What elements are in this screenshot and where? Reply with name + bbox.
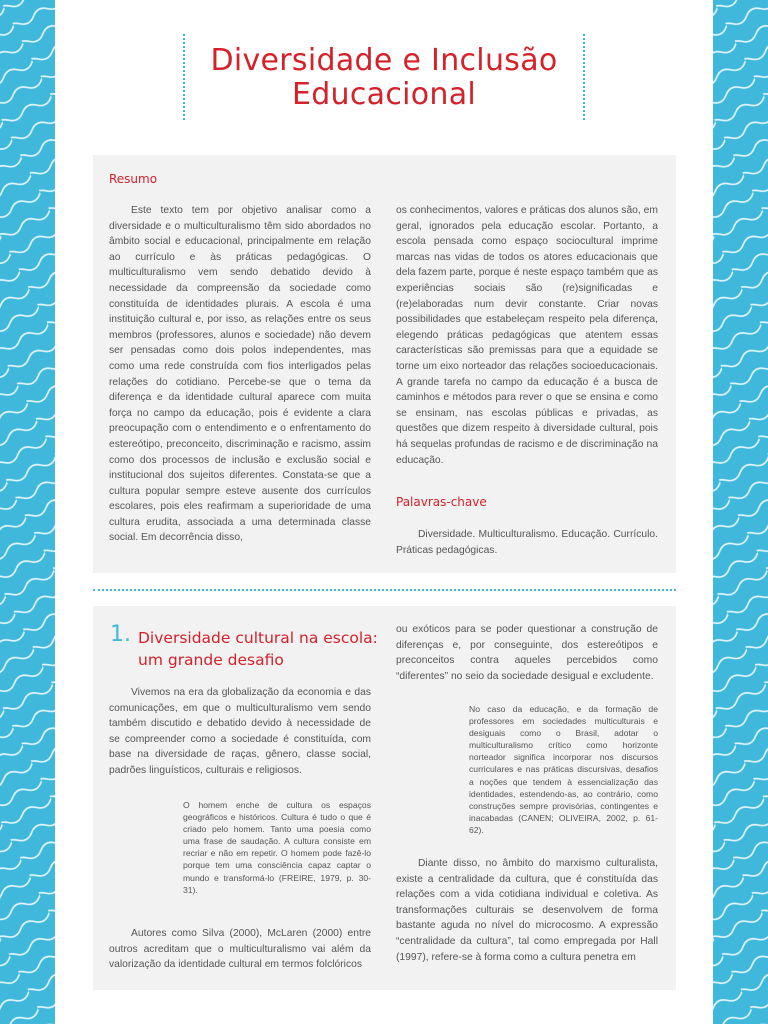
decorative-wave-border-right (713, 0, 768, 1024)
keywords-block (396, 527, 658, 558)
keywords-heading: Palavras-chave (396, 495, 487, 509)
section-column-1 (109, 685, 371, 779)
section-column-2 (396, 622, 658, 684)
title-line-2: Educacional (291, 77, 477, 112)
block-quote-freire: O homem enche de cultura os espaços geográficos e históricos. Cultura é tudo o que é criado pelo homem. Tanto uma poesia como uma frase de saudação. A cultura consiste em recriar e não em repetir. O homem pode fazê-lo porque tem uma consciência capaz captar o mundo e transformá-lo (FREIRE, 1979, p. 30-31). (183, 800, 371, 895)
section-title: Diversidade cultural na escola: um grande desafio (138, 629, 378, 669)
section-number: 1. (110, 622, 131, 647)
section-paragraph-2: Autores como Silva (2000), McLaren (2000) entre outros acreditam que o multiculturalismo vai além da valorização da identidade cultural em termos folclóricos (109, 928, 371, 971)
page-title (183, 44, 585, 112)
section-paragraph-1: Vivemos na era da globalização da economia e das comunicações, em que o multiculturalismo vem sendo também discutido e debatido devido à necessidade de se compreender como a sociedade é constituída, com base na diversidade de raças, gênero, classe social, padrões linguísticos, culturais e religiosos. (109, 687, 371, 776)
wave-pattern-icon (713, 0, 768, 1024)
abstract-text-2: os conhecimentos, valores e práticas dos alunos são, em geral, ignorados pela educação escolar. Portanto, a escola pensada como espaço sociocultural imprime marcas nas vidas de todos os atores educacionais que dela fazem parte, porque é neste espaço também que as experiências sociais são (re)significadas e (re)elaboradas num devir constante. Criar novas possibilidades que estabeleçam respeito pela diferença, elegendo práticas pedagógicas que atentem essas características são premissas para que a equidade se torne um eixo norteador das relações socioeducacionais. A grande tarefa no campo da educação é a busca de caminhos e métodos para rever o que se ensina e como se ensinam, nas escolas públicas e privadas, as questões que dizem respeito à diversidade cultural, pois há sequelas profundas de racismo e de discriminação na educação. (396, 205, 658, 466)
abstract-heading: Resumo (109, 172, 158, 186)
section-column-1-continued (109, 926, 371, 973)
block-quote-canen: No caso da educação, e da formação de professores em sociedades multiculturais e desiguais como o Brasil, adotar o multiculturalismo crítico como horizonte norteador significa incorporar nos discursos curriculares e nas práticas discursivas, desafios a noções que tendem à essencialização das identidades, estendendo-as, ao contrário, como construções sempre provisórias, contingentes e inacabadas (CANEN; OLIVEIRA, 2002, p. 61-62). (469, 704, 658, 835)
section-column-2-continued (396, 856, 658, 965)
keywords-text: Diversidade. Multiculturalismo. Educação. Currículo. Práticas pedagógicas. (396, 529, 658, 556)
abstract-text-1: Este texto tem por objetivo analisar como a diversidade e o multiculturalismo têm sido abordados no âmbito social e educacional, principalmente em relação ao currículo e às práticas pedagógicas. O multiculturalismo vem sendo debatido devido à necessidade da compreensão da sociedade como constituída de identidades plurais. A escola é uma instituição cultural e, por isso, as relações entre os seus membros (professores, alunos e sociedade) não devem ser pensadas como dois polos independentes, mas como uma rede construída com fios interligados pelas relações do cotidiano. Percebe-se que o tema da diferença e da identidade cultural aparece com muita força no campo da educação, pois é evidente a clara preocupação com o entendimento e o enfrentamento do estereótipo, preconceito, discriminação e racismo, assim como dos processos de inclusão e exclusão social e institucional dos sujeitos diferentes. Constata-se que a cultura popular sempre esteve ausente dos currículos escolares, pois eles reafirmam a superioridade de uma cultura erudita, associada a uma determinada classe social. Em decorrência disso, (109, 205, 371, 544)
title-line-1: Diversidade e Inclusão (210, 43, 558, 78)
title-block (183, 34, 585, 120)
abstract-column-1 (109, 203, 371, 546)
section-divider (93, 589, 676, 591)
wave-pattern-icon (0, 0, 55, 1024)
decorative-wave-border-left (0, 0, 55, 1024)
abstract-column-2 (396, 203, 658, 468)
section-paragraph-4: Diante disso, no âmbito do marxismo culturalista, existe a centralidade da cultura, que é constituída das relações com a vida cotidiana individual e coletiva. As transformações culturais se desenvolvem de forma bastante aguda no nível do microcosmo. A expressão “centralidade da cultura”, tal como empregada por Hall (1997), refere-se à forma como a cultura penetra em (396, 858, 658, 963)
section-paragraph-3: ou exóticos para se poder questionar a construção de diferenças e, por conseguinte, dos estereótipos e preconceitos contra aqueles percebidos como “diferentes” no seio da sociedade desigual e excludente. (396, 624, 658, 682)
